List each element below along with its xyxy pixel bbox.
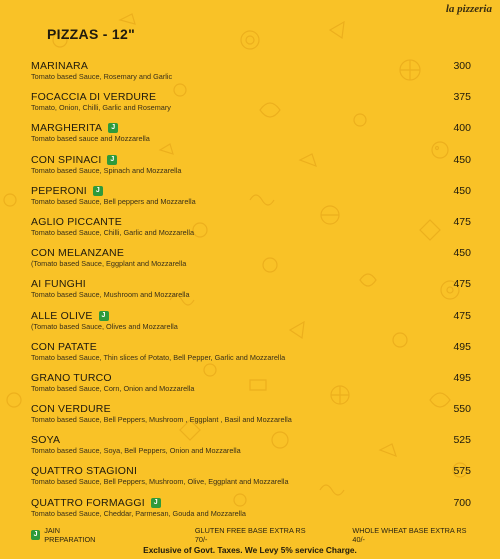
menu-item-name — [31, 185, 471, 197]
menu-item-description: Tomato based Sauce, Corn, Onion and Mozzarella — [31, 383, 195, 393]
menu-item-name — [31, 60, 471, 72]
menu-item-description: Tomato based Sauce, Bell peppers and Mozzarella — [31, 196, 196, 206]
menu-item — [31, 341, 471, 372]
menu-item-name-text: GRANO TURCO — [31, 371, 112, 384]
menu-item-price: 450 — [453, 153, 471, 166]
menu-item-name-text: MARGHERITA — [31, 122, 103, 135]
jain-icon: J — [151, 498, 161, 508]
jain-icon: J — [93, 186, 103, 196]
menu-item — [31, 278, 471, 309]
menu-item — [31, 154, 471, 185]
menu-item-description: Tomato based Sauce, Soya, Bell Peppers, Onion and Mozzarella — [31, 446, 241, 456]
menu-item-price: 700 — [453, 496, 471, 509]
menu-item-name — [31, 91, 471, 103]
jain-icon: J — [99, 311, 109, 321]
menu-item-description: Tomato based Sauce, Bell Peppers, Mushroom, Olive, Eggplant and Mozzarella — [31, 477, 289, 487]
menu-item-name — [31, 434, 471, 446]
menu-item — [31, 372, 471, 403]
menu-item-price: 375 — [453, 91, 471, 104]
menu-item-name — [31, 341, 471, 353]
menu-item-price: 475 — [453, 278, 471, 291]
menu-item-name — [31, 372, 471, 384]
menu-item — [31, 60, 471, 91]
jain-preparation-label: JAIN PREPARATION — [44, 526, 96, 544]
menu-item-price: 450 — [453, 247, 471, 260]
menu-item-name — [31, 122, 471, 134]
menu-item-description: (Tomato based Sauce, Eggplant and Mozzarella — [31, 259, 187, 269]
menu-item-price: 495 — [453, 340, 471, 353]
menu-item-name-text: QUATTRO FORMAGGI — [31, 496, 145, 509]
menu-item-price: 475 — [453, 215, 471, 228]
menu-item-name — [31, 310, 471, 322]
jain-icon: J — [108, 123, 118, 133]
menu-item-name-text: CON SPINACI — [31, 153, 102, 166]
menu-item-name — [31, 247, 471, 259]
menu-item-name-text: AI FUNGHI — [31, 278, 86, 291]
menu-item-name-text: ALLE OLIVE — [31, 309, 93, 322]
menu-item-name-text: AGLIO PICCANTE — [31, 215, 122, 228]
menu-item-name — [31, 497, 471, 509]
menu-item — [31, 91, 471, 122]
pizza-menu-list — [31, 60, 471, 528]
menu-item-name-text: CON MELANZANE — [31, 247, 125, 260]
menu-item-name — [31, 403, 471, 415]
menu-item-name-text: CON VERDURE — [31, 403, 111, 416]
menu-item — [31, 247, 471, 278]
menu-item-description: Tomato based Sauce, Chilli, Garlic and Mozzarella — [31, 227, 195, 237]
menu-item-price: 300 — [453, 60, 471, 72]
gluten-free-note: GLUTEN FREE BASE EXTRA RS 70/- — [194, 526, 306, 544]
menu-item-price: 550 — [453, 403, 471, 416]
menu-item-name-text: CON PATATE — [31, 340, 97, 353]
whole-wheat-note: WHOLE WHEAT BASE EXTRA RS 40/- — [352, 526, 467, 544]
menu-item-price: 400 — [453, 122, 471, 135]
menu-item-price: 575 — [453, 465, 471, 478]
menu-item-description: Tomato based Sauce, Rosemary and Garlic — [31, 72, 173, 81]
menu-item — [31, 310, 471, 341]
menu-item — [31, 403, 471, 434]
menu-item-price: 450 — [453, 184, 471, 197]
menu-item-description: Tomato based Sauce, Cheddar, Parmesan, Gouda and Mozzarella — [31, 508, 246, 518]
menu-item-price: 495 — [453, 371, 471, 384]
menu-item-name — [31, 465, 471, 477]
menu-item-name-text: PEPERONI — [31, 184, 87, 197]
menu-item-description: Tomato, Onion, Chilli, Garlic and Rosemary — [31, 103, 171, 113]
menu-footer — [31, 526, 471, 544]
menu-item-description: Tomato based Sauce, Bell Peppers, Mushroom , Eggplant , Basil and Mozzarella — [31, 415, 292, 425]
menu-item-price: 525 — [453, 434, 471, 447]
menu-item — [31, 465, 471, 496]
menu-item-price: 475 — [453, 309, 471, 322]
menu-item-description: Tomato based sauce and Mozzarella — [31, 134, 150, 144]
menu-item — [31, 216, 471, 247]
menu-item-description: Tomato based Sauce, Mushroom and Mozzarella — [31, 290, 190, 300]
menu-item — [31, 497, 471, 528]
menu-item — [31, 122, 471, 153]
menu-item-name-text: QUATTRO STAGIONI — [31, 465, 138, 478]
menu-item-name — [31, 154, 471, 166]
jain-icon: J — [107, 155, 117, 165]
menu-item-name-text: FOCACCIA DI VERDURE — [31, 91, 157, 104]
brand-logo: la pizzeria — [445, 3, 492, 15]
page-title: PIZZAS - 12" — [47, 26, 136, 42]
tax-note: Exclusive of Govt. Taxes. We Levy 5% service Charge. — [143, 545, 357, 555]
menu-item — [31, 434, 471, 465]
menu-item-name — [31, 216, 471, 228]
jain-icon: J — [31, 530, 40, 540]
menu-item-name — [31, 278, 471, 290]
menu-item-name-text: MARINARA — [31, 60, 89, 72]
menu-item-description: (Tomato based Sauce, Olives and Mozzarella — [31, 321, 178, 331]
menu-item-description: Tomato based Sauce, Spinach and Mozzarella — [31, 165, 182, 175]
menu-item-description: Tomato based Sauce, Thin slices of Potato, Bell Pepper, Garlic and Mozzarella — [31, 352, 286, 362]
menu-item-name-text: SOYA — [31, 434, 61, 447]
menu-item — [31, 185, 471, 216]
